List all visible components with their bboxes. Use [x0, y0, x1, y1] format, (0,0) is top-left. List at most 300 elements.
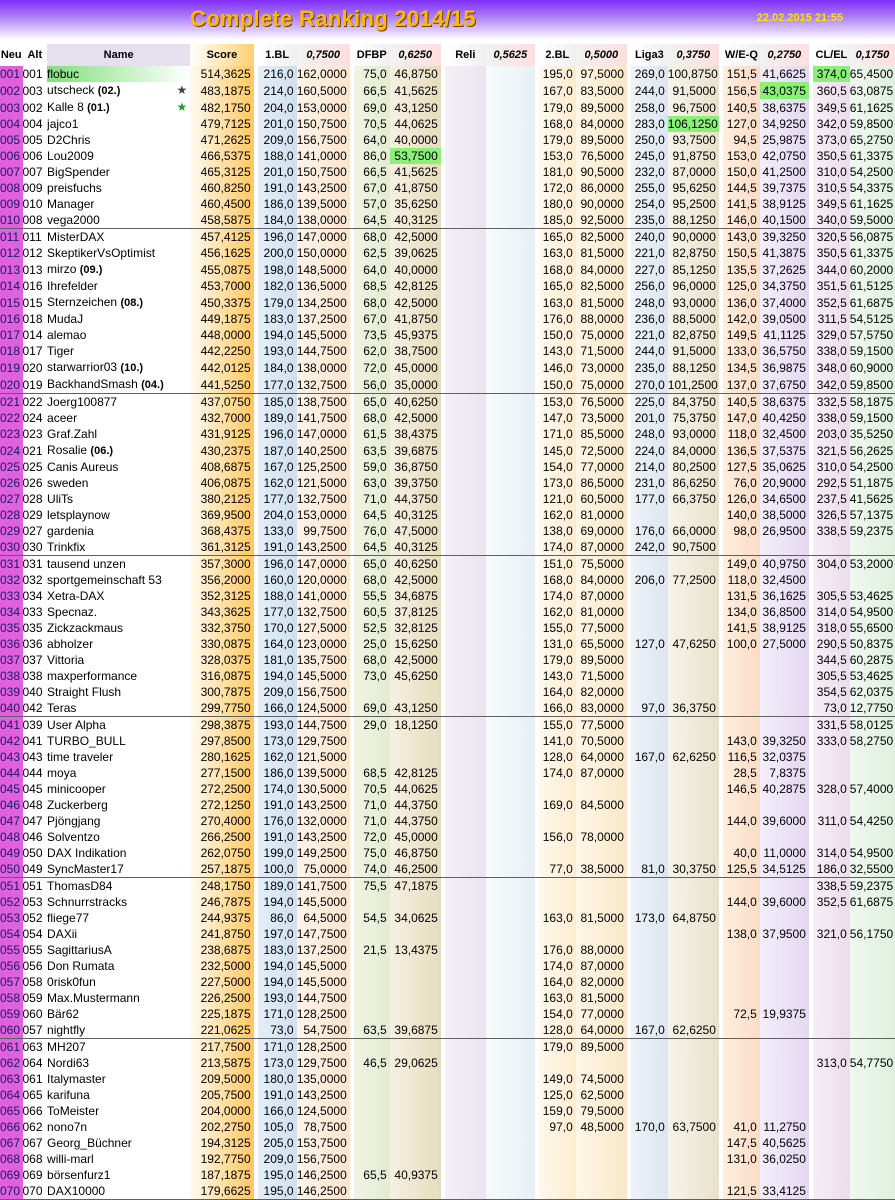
competition-points: 60,5 — [354, 604, 390, 620]
competition-weighted — [760, 539, 809, 556]
total-score: 460,4500 — [190, 196, 253, 212]
competition-points — [445, 845, 486, 861]
competition-weighted: 45,0000 — [390, 359, 441, 376]
competition-points — [723, 1055, 760, 1071]
competition-weighted: 90,5000 — [576, 164, 627, 180]
table-row — [0, 507, 895, 523]
rank-new: 061 — [0, 1039, 23, 1056]
table-row — [0, 588, 895, 604]
total-score: 246,7875 — [190, 894, 253, 910]
competition-points: 136,5 — [723, 442, 760, 459]
rank-new: 001 — [0, 66, 23, 82]
rank-old: 031 — [22, 557, 43, 571]
competition-weighted — [576, 926, 627, 942]
player-rank-note: (06.) — [90, 445, 114, 457]
competition-weighted: 38,4375 — [390, 426, 441, 442]
competition-points: 314,0 — [813, 604, 850, 620]
competition-points — [813, 1135, 850, 1151]
competition-points — [723, 668, 760, 684]
rank-old: 015 — [22, 295, 43, 310]
total-score: 226,2500 — [190, 990, 253, 1006]
competition-weighted — [760, 668, 809, 684]
player-name-cell — [47, 376, 190, 394]
competition-weighted: 75,0000 — [576, 327, 627, 343]
player-name-cell — [47, 797, 190, 813]
competition-points — [445, 829, 486, 845]
player-name-cell — [47, 652, 190, 668]
green-star-icon: ★ — [176, 100, 188, 114]
competition-points — [539, 1135, 576, 1151]
player-name: tausend unzen — [47, 557, 126, 571]
competition-points: 137,0 — [723, 376, 760, 394]
competition-weighted: 73,0000 — [576, 359, 627, 376]
table-row — [0, 700, 895, 717]
competition-points: 174,0 — [539, 765, 576, 781]
competition-weighted: 141,7500 — [297, 878, 350, 895]
competition-weighted: 38,6375 — [760, 99, 809, 116]
competition-weighted: 39,6875 — [390, 442, 441, 459]
rank-old: 016 — [22, 279, 43, 293]
player-name: moya — [47, 766, 77, 780]
player-name: Joerg100877 — [47, 395, 118, 409]
competition-points: 164,0 — [258, 636, 297, 652]
competition-points: 344,0 — [813, 261, 850, 278]
player-name: DAXii — [47, 927, 78, 941]
competition-weighted — [668, 620, 719, 636]
competition-points: 179,0 — [539, 132, 576, 148]
competition-weighted: 37,5375 — [760, 442, 809, 459]
competition-points — [354, 1039, 390, 1056]
table-row — [0, 212, 895, 229]
competition-points: 66,5 — [354, 164, 390, 180]
competition-points: 310,5 — [813, 180, 850, 196]
competition-weighted — [486, 376, 535, 394]
rank-new: 046 — [0, 797, 23, 813]
competition-points: 29,0 — [354, 717, 390, 734]
player-name-cell — [47, 926, 190, 942]
competition-weighted: 89,5000 — [576, 132, 627, 148]
competition-points — [723, 1022, 760, 1039]
competition-points: 164,0 — [539, 684, 576, 700]
total-score: 192,7750 — [190, 1151, 253, 1167]
player-name-cell — [47, 82, 190, 99]
competition-points: 125,0 — [723, 278, 760, 294]
competition-weighted — [850, 1103, 895, 1119]
competition-weighted — [668, 1039, 719, 1056]
competition-weighted — [576, 813, 627, 829]
competition-weighted: 80,2500 — [668, 459, 719, 475]
player-name-cell — [47, 164, 190, 180]
total-score: 217,7500 — [190, 1039, 253, 1056]
competition-weighted: 88,1250 — [668, 359, 719, 376]
competition-weighted — [390, 684, 441, 700]
competition-weighted: 72,5000 — [576, 442, 627, 459]
competition-weighted: 76,5000 — [576, 148, 627, 164]
competition-weighted — [760, 1087, 809, 1103]
competition-points: 196,0 — [258, 229, 297, 246]
table-row — [0, 1167, 895, 1183]
competition-points — [445, 359, 486, 376]
competition-weighted: 59,8500 — [849, 377, 894, 392]
timestamp: 22.02.2015 21:55 — [756, 12, 843, 24]
competition-points: 141,0 — [539, 733, 576, 749]
competition-weighted: 83,5000 — [576, 82, 627, 99]
competition-weighted — [486, 813, 535, 829]
competition-weighted: 40,0000 — [390, 132, 441, 148]
competition-points — [354, 1119, 390, 1135]
table-row — [0, 245, 895, 261]
competition-points: 231,0 — [631, 475, 668, 491]
competition-weighted: 39,3250 — [760, 733, 809, 749]
competition-weighted — [390, 1087, 441, 1103]
competition-weighted: 132,0000 — [297, 813, 350, 829]
competition-points: 256,0 — [631, 278, 668, 294]
competition-weighted — [486, 717, 535, 734]
competition-points: 166,0 — [258, 1103, 297, 1119]
competition-weighted: 58,2750 — [849, 734, 894, 748]
rank-new: 047 — [0, 813, 23, 829]
table-row — [0, 1087, 895, 1103]
competition-points: 329,0 — [813, 327, 850, 343]
competition-points: 181,0 — [258, 652, 297, 668]
competition-weighted: 148,5000 — [297, 261, 350, 278]
competition-weighted — [486, 652, 535, 668]
rank-new: 015 — [0, 294, 23, 311]
total-score: 232,5000 — [190, 958, 253, 974]
table-row — [0, 636, 895, 652]
competition-weighted: 138,7500 — [297, 394, 350, 411]
competition-weighted: 32,4500 — [760, 572, 809, 588]
competition-weighted — [486, 878, 535, 895]
competition-points: 159,0 — [539, 1103, 576, 1119]
competition-weighted — [760, 878, 809, 895]
competition-weighted — [760, 652, 809, 668]
player-name: nightfly — [47, 1023, 86, 1037]
competition-weighted — [486, 1055, 535, 1071]
total-score: 280,1625 — [190, 749, 253, 765]
player-name-cell — [47, 66, 190, 82]
rank-new: 006 — [0, 148, 23, 164]
competition-weighted — [668, 926, 719, 942]
competition-points: 52,5 — [354, 620, 390, 636]
rank-new: 004 — [0, 116, 23, 132]
competition-points — [445, 164, 486, 180]
competition-weighted: 147,0000 — [297, 556, 350, 573]
competition-points: 168,0 — [539, 116, 576, 132]
competition-weighted: 60,5000 — [576, 491, 627, 507]
competition-points: 149,0 — [723, 556, 760, 573]
competition-weighted: 39,7375 — [760, 180, 809, 196]
rank-new: 060 — [0, 1022, 23, 1039]
competition-weighted: 40,0000 — [390, 261, 441, 278]
competition-weighted — [668, 845, 719, 861]
competition-weighted: 45,6250 — [390, 668, 441, 684]
table-row — [0, 604, 895, 620]
competition-weighted: 57,5750 — [849, 328, 894, 342]
competition-points — [354, 1006, 390, 1022]
competition-points: 147,0 — [723, 410, 760, 426]
competition-weighted: 62,6250 — [668, 1022, 719, 1039]
table-row — [0, 845, 895, 861]
competition-points: 254,0 — [631, 196, 668, 212]
competition-points: 174,0 — [539, 539, 576, 556]
competition-weighted — [576, 1167, 627, 1183]
competition-points — [631, 1039, 668, 1056]
total-score: 449,1875 — [190, 311, 253, 327]
player-name-cell — [47, 539, 190, 556]
player-name-cell — [47, 668, 190, 684]
competition-weighted — [760, 684, 809, 700]
competition-weighted: 38,5000 — [760, 507, 809, 523]
competition-weighted: 145,5000 — [297, 958, 350, 974]
competition-weighted — [760, 1103, 809, 1119]
rank-old: 056 — [22, 959, 43, 973]
player-name: Zickzackmaus — [47, 621, 124, 635]
rank-new: 058 — [0, 990, 23, 1006]
competition-points: 214,0 — [631, 459, 668, 475]
competition-points — [445, 1119, 486, 1135]
table-row — [0, 343, 895, 359]
competition-weighted: 38,9125 — [760, 620, 809, 636]
competition-weighted: 39,6875 — [390, 1022, 441, 1039]
competition-points: 196,0 — [258, 426, 297, 442]
competition-points: 181,0 — [539, 164, 576, 180]
rank-new: 056 — [0, 958, 23, 974]
player-name: TURBO_BULL — [47, 734, 126, 748]
player-name-cell — [47, 410, 190, 426]
competition-points: 214,0 — [258, 82, 297, 99]
competition-weighted — [668, 1151, 719, 1167]
competition-weighted: 143,2500 — [297, 829, 350, 845]
competition-points: 72,0 — [354, 359, 390, 376]
table-row — [0, 1119, 895, 1135]
competition-weighted: 59,5000 — [849, 213, 894, 227]
competition-points — [445, 1151, 486, 1167]
competition-weighted: 87,0000 — [668, 164, 719, 180]
table-row — [0, 894, 895, 910]
competition-weighted: 61,6875 — [849, 295, 894, 310]
competition-weighted: 60,2875 — [849, 653, 894, 667]
competition-weighted — [486, 910, 535, 926]
competition-weighted: 42,5000 — [390, 652, 441, 668]
total-score: 330,0875 — [190, 636, 253, 652]
competition-weighted: 75,0000 — [576, 376, 627, 394]
competition-weighted: 129,7500 — [297, 1055, 350, 1071]
rank-new: 005 — [0, 132, 23, 148]
competition-weighted: 34,6875 — [390, 588, 441, 604]
player-name: nono7n — [47, 1120, 88, 1134]
competition-points: 54,5 — [354, 910, 390, 926]
competition-points: 153,0 — [539, 394, 576, 411]
competition-weighted: 89,5000 — [576, 652, 627, 668]
competition-weighted: 60,9000 — [849, 360, 894, 375]
competition-points: 163,0 — [539, 294, 576, 311]
player-name-cell — [47, 1151, 190, 1167]
competition-weighted — [486, 942, 535, 958]
competition-weighted — [486, 1087, 535, 1103]
competition-points — [813, 1183, 850, 1200]
player-name: sportgemeinschaft 53 — [47, 573, 162, 587]
competition-points: 333,0 — [813, 733, 850, 749]
total-score: 471,2625 — [190, 132, 253, 148]
rank-old: 058 — [22, 975, 43, 989]
competition-weighted — [668, 781, 719, 797]
player-name-cell — [47, 311, 190, 327]
competition-points — [813, 1103, 850, 1119]
competition-weighted: 81,5000 — [576, 245, 627, 261]
competition-points: 328,0 — [813, 781, 850, 797]
player-name-cell — [47, 359, 190, 376]
table-row — [0, 620, 895, 636]
total-score: 213,5875 — [190, 1055, 253, 1071]
competition-weighted: 135,0000 — [297, 1071, 350, 1087]
competition-points: 127,5 — [723, 459, 760, 475]
competition-points: 194,0 — [258, 958, 297, 974]
competition-weighted: 82,5000 — [576, 278, 627, 294]
competition-points — [813, 1087, 850, 1103]
competition-points — [445, 942, 486, 958]
competition-points: 77,0 — [539, 861, 576, 878]
total-score: 248,1750 — [190, 878, 253, 895]
competition-weighted: 66,0000 — [668, 523, 719, 539]
player-name-cell — [47, 1167, 190, 1183]
total-score: 238,6875 — [190, 942, 253, 958]
competition-points: 191,0 — [258, 180, 297, 196]
competition-points: 65,0 — [354, 556, 390, 573]
competition-points: 149,5 — [723, 327, 760, 343]
total-score: 361,3125 — [190, 539, 253, 556]
competition-points — [723, 1071, 760, 1087]
rank-new: 049 — [0, 845, 23, 861]
competition-points: 313,0 — [813, 1055, 850, 1071]
competition-weighted: 42,5000 — [390, 229, 441, 246]
rank-old: 018 — [22, 312, 43, 326]
competition-points: 127,0 — [723, 116, 760, 132]
player-name-cell — [47, 294, 190, 311]
rank-new: 033 — [0, 588, 23, 604]
competition-weighted — [486, 442, 535, 459]
competition-weighted: 125,2500 — [297, 459, 350, 475]
competition-weighted — [486, 294, 535, 311]
table-row — [0, 990, 895, 1006]
competition-weighted — [390, 1039, 441, 1056]
competition-weighted: 54,7750 — [849, 1056, 894, 1070]
total-score: 356,2000 — [190, 572, 253, 588]
competition-weighted: 41,6625 — [760, 66, 809, 82]
competition-weighted — [486, 861, 535, 878]
competition-weighted — [668, 1006, 719, 1022]
competition-weighted — [760, 717, 809, 734]
competition-weighted — [850, 1022, 895, 1039]
competition-weighted: 75,5000 — [576, 556, 627, 573]
competition-weighted: 32,5500 — [849, 862, 894, 876]
competition-points — [445, 376, 486, 394]
table-row — [0, 82, 895, 99]
competition-weighted — [668, 765, 719, 781]
competition-weighted: 100,8750 — [667, 67, 718, 81]
rank-old: 014 — [22, 328, 43, 342]
competition-weighted — [850, 765, 895, 781]
competition-points — [813, 942, 850, 958]
competition-points: 147,0 — [539, 410, 576, 426]
competition-weighted: 53,4625 — [849, 669, 894, 683]
rank-new: 064 — [0, 1087, 23, 1103]
competition-points: 173,0 — [539, 475, 576, 491]
competition-points: 193,0 — [258, 343, 297, 359]
competition-weighted — [486, 894, 535, 910]
player-name-cell — [47, 442, 190, 459]
rank-old: 047 — [22, 814, 43, 828]
competition-points: 174,0 — [539, 958, 576, 974]
competition-points: 151,5 — [723, 66, 760, 82]
rank-old: 045 — [22, 782, 43, 796]
competition-weighted: 12,7750 — [849, 701, 894, 715]
competition-weighted: 35,6250 — [390, 196, 441, 212]
competition-weighted — [668, 1167, 719, 1183]
competition-points — [631, 556, 668, 573]
competition-points — [539, 926, 576, 942]
competition-weighted: 44,0625 — [390, 116, 441, 132]
competition-weighted: 34,0625 — [390, 910, 441, 926]
competition-weighted — [486, 1119, 535, 1135]
player-name-cell — [47, 974, 190, 990]
col-neu-header: Neu — [0, 49, 22, 61]
competition-points — [723, 910, 760, 926]
competition-points: 144,0 — [723, 894, 760, 910]
competition-weighted: 56,2625 — [849, 443, 894, 458]
total-score: 266,2500 — [190, 829, 253, 845]
competition-points: 269,0 — [631, 66, 668, 82]
competition-weighted: 91,5000 — [668, 343, 719, 359]
rank-new: 052 — [0, 894, 23, 910]
competition-points — [445, 475, 486, 491]
rank-old: 028 — [22, 492, 43, 506]
rank-new: 039 — [0, 684, 23, 700]
competition-weighted: 127,5000 — [297, 620, 350, 636]
competition-points: 57,0 — [354, 196, 390, 212]
competition-weighted: 145,5000 — [297, 894, 350, 910]
competition-points — [813, 1006, 850, 1022]
player-name-cell — [47, 861, 190, 878]
player-name-cell — [47, 910, 190, 926]
competition-points: 194,0 — [258, 974, 297, 990]
rank-old: 057 — [23, 1022, 48, 1039]
competition-weighted: 81,0000 — [576, 507, 627, 523]
competition-points — [445, 604, 486, 620]
competition-weighted: 77,5000 — [576, 717, 627, 734]
competition-points: 177,0 — [258, 376, 297, 394]
total-score: 343,3625 — [190, 604, 253, 620]
competition-weighted: 90,0000 — [668, 229, 719, 246]
competition-weighted: 86,0000 — [576, 180, 627, 196]
competition-weighted: 39,3750 — [390, 475, 441, 491]
competition-points: 188,0 — [258, 148, 297, 164]
competition-points: 86,0 — [258, 910, 297, 926]
competition-points — [445, 990, 486, 1006]
rank-new: 008 — [0, 180, 23, 196]
rank-old: 003 — [22, 83, 43, 98]
competition-weighted: 45,0000 — [390, 829, 441, 845]
competition-weighted — [486, 245, 535, 261]
competition-weighted — [486, 1183, 535, 1200]
table-row — [0, 942, 895, 958]
competition-points — [445, 572, 486, 588]
competition-points: 170,0 — [631, 1119, 668, 1135]
competition-weighted — [486, 926, 535, 942]
competition-weighted: 145,5000 — [297, 974, 350, 990]
competition-points: 145,0 — [539, 442, 576, 459]
competition-points — [354, 990, 390, 1006]
